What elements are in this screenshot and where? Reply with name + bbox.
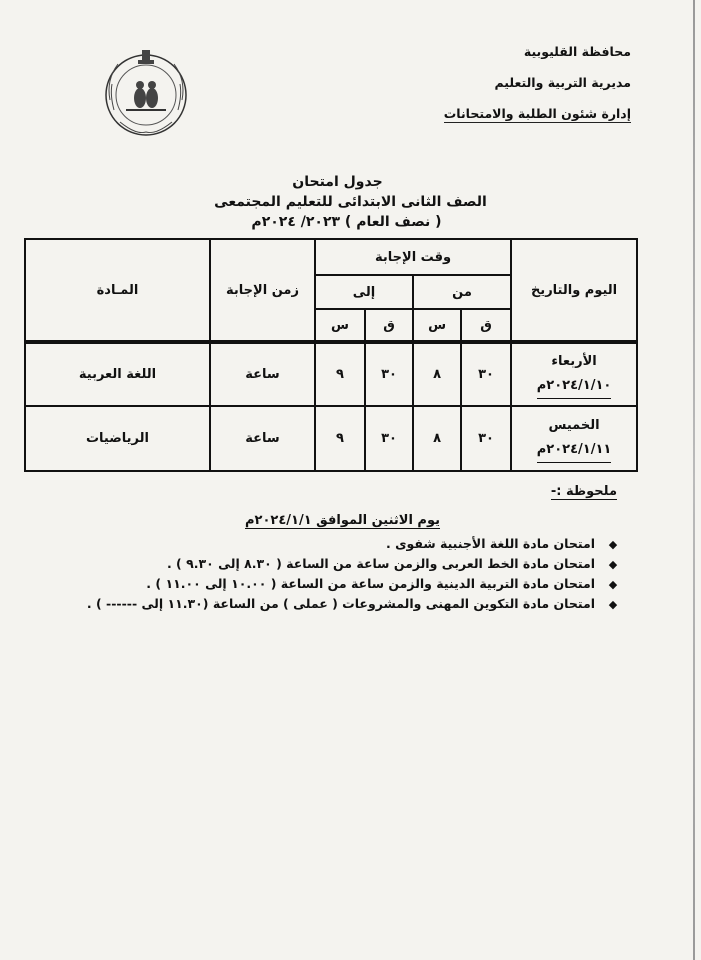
note-label: ملحوظة :- bbox=[550, 484, 617, 499]
from-hour-header: س bbox=[413, 309, 461, 342]
subject-cell: اللغة العربية bbox=[25, 342, 210, 406]
subject-header: المـادة bbox=[25, 239, 210, 342]
list-item bbox=[87, 556, 621, 571]
day-date-header: اليوم والتاريخ bbox=[511, 239, 637, 342]
list-item bbox=[87, 536, 621, 551]
answer-time-header: وقت الإجابة bbox=[315, 239, 511, 275]
note-text: امتحان مادة التربية الدينية والزمن ساعة من الساعة ( ١٠.٠٠ إلى ١١.٠٠ ) . bbox=[146, 576, 595, 591]
duration-cell: ساعة bbox=[210, 342, 315, 406]
governorate-name: محافظة القليوبية bbox=[523, 44, 631, 59]
title-line-3: ( نصف العام ) ٢٠٢٣/ ٢٠٢٤م bbox=[251, 214, 442, 230]
diamond-bullet-icon: ◆ bbox=[608, 578, 618, 591]
table-row bbox=[25, 406, 637, 471]
subject-cell: الرياضيات bbox=[25, 406, 210, 471]
day-date-cell bbox=[511, 406, 637, 471]
note-date-line bbox=[0, 513, 701, 528]
document-title bbox=[0, 172, 701, 232]
exam-date: ٢٠٢٤/١/١٠م bbox=[537, 374, 612, 399]
list-item bbox=[87, 596, 621, 611]
note-date: يوم الاثنين الموافق ٢٠٢٤/١/١م bbox=[245, 513, 440, 528]
directorate-name: مديرية التربية والتعليم bbox=[494, 75, 631, 90]
notes-list bbox=[87, 536, 621, 616]
day-name: الأربعاء bbox=[551, 354, 597, 369]
to-header: إلى bbox=[315, 275, 413, 309]
exam-date: ٢٠٢٤/١/١١م bbox=[537, 438, 612, 463]
paper-edge bbox=[693, 0, 695, 960]
from-minute-cell: ٣٠ bbox=[461, 342, 511, 406]
day-date-cell bbox=[511, 342, 637, 406]
to-minute-cell: ٣٠ bbox=[365, 406, 413, 471]
to-hour-cell: ٩ bbox=[315, 406, 365, 471]
duration-header: زمن الإجابة bbox=[210, 239, 315, 342]
to-minute-cell: ٣٠ bbox=[365, 342, 413, 406]
to-hour-header: س bbox=[315, 309, 365, 342]
exam-schedule-table bbox=[24, 238, 638, 472]
from-minute-cell: ٣٠ bbox=[461, 406, 511, 471]
to-hour-cell: ٩ bbox=[315, 342, 365, 406]
list-item bbox=[87, 576, 621, 591]
diamond-bullet-icon: ◆ bbox=[608, 598, 618, 611]
note-text: امتحان مادة التكوين المهنى والمشروعات ( عملى ) من الساعة (١١.٣٠ إلى ------ ) . bbox=[86, 596, 595, 611]
from-minute-header: ق bbox=[461, 309, 511, 342]
to-minute-header: ق bbox=[365, 309, 413, 342]
title-line-2: الصف الثانى الابتدائى للتعليم المجتمعى bbox=[214, 194, 487, 210]
note-text: امتحان مادة اللغة الأجنبية شفوى . bbox=[385, 536, 595, 551]
note-text: امتحان مادة الخط العربى والزمن ساعة من الساعة ( ٨.٣٠ إلى ٩.٣٠ ) . bbox=[166, 556, 595, 571]
title-line-1: جدول امتحان bbox=[292, 174, 383, 190]
from-hour-cell: ٨ bbox=[413, 406, 461, 471]
note-heading bbox=[551, 484, 617, 499]
from-header: من bbox=[413, 275, 511, 309]
ministry-seal-icon bbox=[96, 40, 196, 140]
diamond-bullet-icon: ◆ bbox=[608, 538, 618, 551]
duration-cell: ساعة bbox=[210, 406, 315, 471]
day-name: الخميس bbox=[548, 418, 600, 433]
table-row bbox=[25, 342, 637, 406]
from-hour-cell: ٨ bbox=[413, 342, 461, 406]
diamond-bullet-icon: ◆ bbox=[608, 558, 618, 571]
issuer-header bbox=[444, 44, 631, 139]
department-name: إدارة شئون الطلبة والامتحانات bbox=[443, 106, 631, 121]
